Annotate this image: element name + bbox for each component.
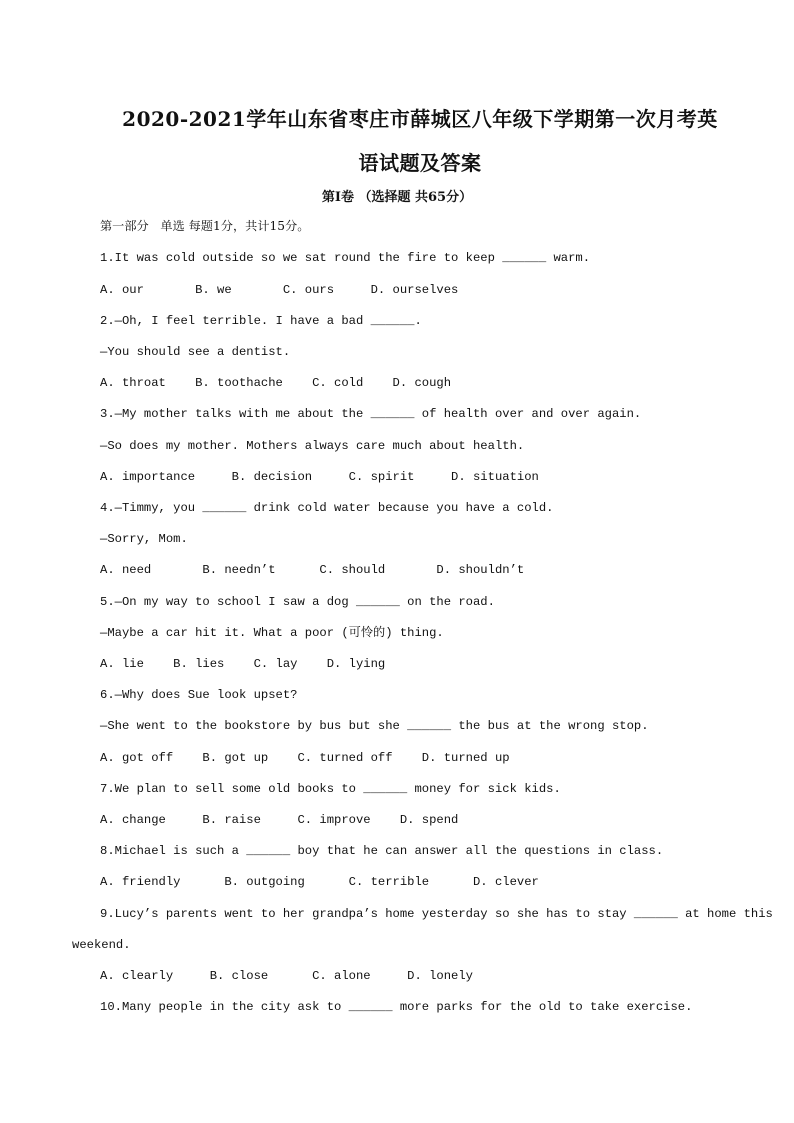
- question-3: 3.—My mother talks with me about the ______ of health over and over again.: [100, 407, 642, 421]
- question-4-options: A. need B. needn’t C. should D. shouldn’t: [100, 563, 525, 577]
- question-6: 6.—Why does Sue look upset?: [100, 688, 298, 702]
- question-5: 5.—On my way to school I saw a dog ______ on the road.: [100, 595, 495, 609]
- question-2: 2.—Oh, I feel terrible. I have a bad ______.: [100, 314, 422, 328]
- question-4: 4.—Timmy, you ______ drink cold water because you have a cold.: [100, 501, 554, 515]
- question-9-options: A. clearly B. close C. alone D. lonely: [100, 969, 473, 983]
- question-10: 10.Many people in the city ask to ______ more parks for the old to take exercise.: [100, 1000, 693, 1014]
- question-5-reply: —Maybe a car hit it. What a poor (可怜的) thing.: [100, 626, 444, 640]
- document-title-line-2: 语试题及答案: [358, 151, 482, 175]
- question-7-options: A. change B. raise C. improve D. spend: [100, 813, 459, 827]
- question-6-reply: —She went to the bookstore by bus but she ______ the bus at the wrong stop.: [100, 719, 649, 733]
- question-3-reply: —So does my mother. Mothers always care much about health.: [100, 439, 525, 453]
- question-9-continuation: weekend.: [72, 938, 131, 952]
- question-7: 7.We plan to sell some old books to ______ money for sick kids.: [100, 782, 561, 796]
- question-9: 9.Lucy’s parents went to her grandpa’s home yesterday so she has to stay ______ at home this: [100, 907, 773, 921]
- question-5-options: A. lie B. lies C. lay D. lying: [100, 657, 386, 671]
- question-3-options: A. importance B. decision C. spirit D. situation: [100, 470, 539, 484]
- section-heading: 第一部分 单选 每题1分，共计15分。: [100, 219, 310, 233]
- section-subtitle: 第Ⅰ卷 （选择题 共65分）: [321, 190, 473, 205]
- question-8-options: A. friendly B. outgoing C. terrible D. clever: [100, 875, 539, 889]
- question-1: 1.It was cold outside so we sat round the fire to keep ______ warm.: [100, 251, 591, 265]
- document-title-line-1: 2020-2021学年山东省枣庄市薛城区八年级下学期第一次月考英: [122, 107, 718, 131]
- question-8: 8.Michael is such a ______ boy that he can answer all the questions in class.: [100, 844, 664, 858]
- question-4-reply: —Sorry, Mom.: [100, 532, 188, 546]
- question-2-options: A. throat B. toothache C. cold D. cough: [100, 376, 452, 390]
- question-6-options: A. got off B. got up C. turned off D. turned up: [100, 751, 510, 765]
- question-1-options: A. our B. we C. ours D. ourselves: [100, 283, 459, 297]
- question-2-reply: —You should see a dentist.: [100, 345, 291, 359]
